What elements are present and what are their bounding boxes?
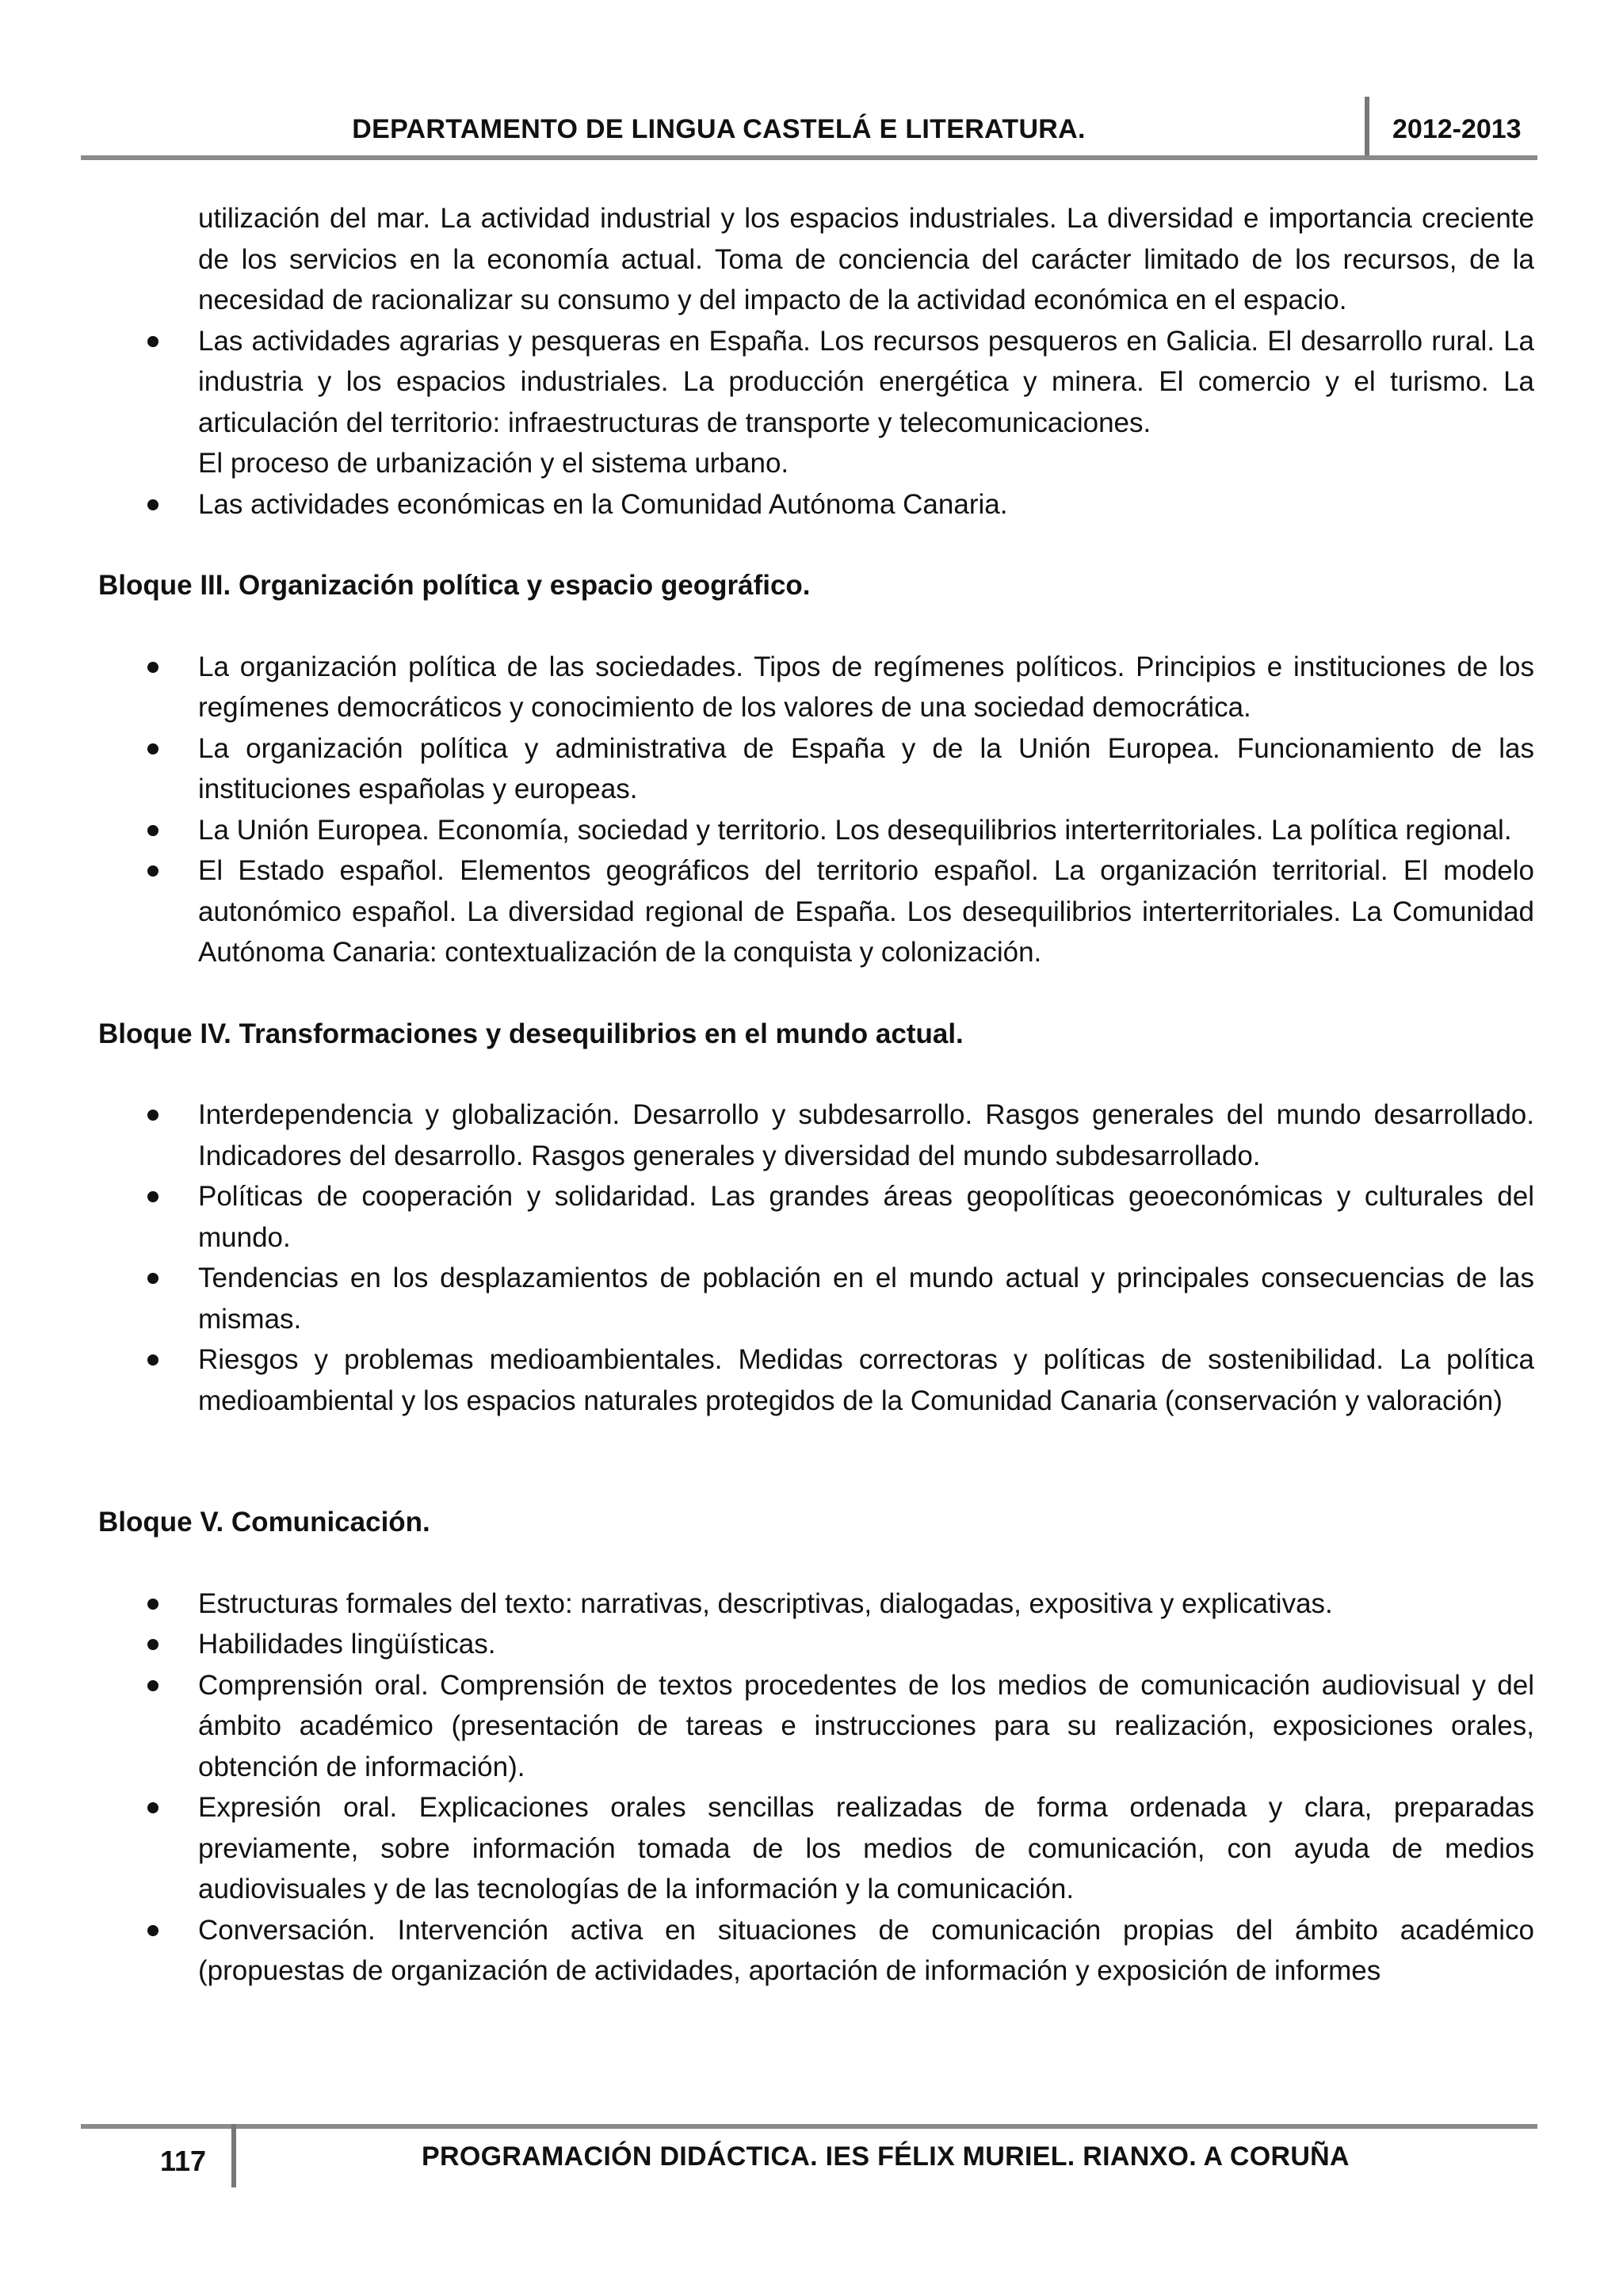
continuation-line: El proceso de urbanización y el sistema urbano. [198,448,789,479]
block-title: Bloque V. Comunicación. [98,1507,430,1538]
bullet-icon [147,1599,158,1610]
page-footer [81,2124,1537,2195]
header-divider [1365,97,1369,160]
list-item-text: Políticas de cooperación y solidaridad. Las grandes áreas geopolíticas geoeconómicas y culturales del mundo. [198,1181,1534,1253]
list-item [98,850,1534,973]
block-title: Bloque IV. Transformaciones y desequilibrios en el mundo actual. [98,1018,964,1049]
list-item [98,1910,1534,1992]
list-item-text: Expresión oral. Explicaciones orales sencillas realizadas de forma ordenada y clara, preparadas previamente, sobre información tomada de los medios de comunicación, con ayuda de medios audiovisuales y de las tecnologías de la información y la comunicación. [198,1792,1534,1904]
list-item-text: Interdependencia y globalización. Desarrollo y subdesarrollo. Rasgos generales del mundo desarrollado. Indicadores del desarrollo. Rasgos generales y diversidad del mundo subdesarrollado. [198,1099,1534,1171]
list-item [98,1624,1534,1665]
bullet-icon [147,865,158,877]
list-item [98,647,1534,728]
bullet-icon [147,336,158,347]
bullet-icon [147,1680,158,1691]
list-item-text: La Unión Europea. Economía, sociedad y territorio. Los desequilibrios interterritoriales. La política regional. [198,814,1512,846]
page-header [81,97,1537,160]
footer-rule [81,2124,1537,2129]
list-item [98,1787,1534,1910]
list-item-text: Estructuras formales del texto: narrativas, descriptivas, dialogadas, expositiva y explicativas. [198,1587,1333,1619]
list-item-text: Conversación. Intervención activa en situaciones de comunicación propias del ámbito académico (propuestas de organización de actividades, aportación de información y exposición de informes [198,1914,1534,1986]
list-item-text: Las actividades económicas en la Comunidad Autónoma Canaria. [198,488,1008,520]
bullet-icon [147,499,158,510]
list-item-text: La organización política de las sociedades. Tipos de regímenes políticos. Principios e instituciones de los regímenes democráticos y conocimiento de los valores de una sociedad democrática. [198,651,1534,723]
bullet-icon [147,1925,158,1936]
header-year: 2012-2013 [1392,114,1522,144]
bullet-icon [147,662,158,673]
block-title: Bloque III. Organización política y espacio geográfico. [98,570,811,601]
list-item-text: Riesgos y problemas medioambientales. Medidas correctoras y políticas de sostenibilidad. La política medioambiental y los espacios naturales protegidos de la Comunidad Canaria (conservación y valoración) [198,1344,1534,1416]
bullet-icon [147,825,158,836]
bullet-icon [147,1639,158,1650]
list-item [98,1584,1534,1625]
bullet-icon [147,743,158,755]
list-item-text: Comprensión oral. Comprensión de textos procedentes de los medios de comunicación audiovisual y del ámbito académico (presentación de tareas e instrucciones para su realización, exposiciones orales, obtención de información). [198,1669,1534,1782]
list-item [98,1176,1534,1258]
footer-text: PROGRAMACIÓN DIDÁCTICA. IES FÉLIX MURIEL. RIANXO. A CORUÑA [422,2141,1350,2172]
page-body [98,198,1534,1992]
list-item-text: Las actividades agrarias y pesqueras en España. Los recursos pesqueros en Galicia. El desarrollo rural. La industria y los espacios industriales. La producción energética y minera. El comercio y el turismo. La articulación del territorio: infraestructuras de transporte y telecomunicaciones. [198,325,1534,438]
page-number: 117 [160,2145,207,2177]
header-title: DEPARTAMENTO DE LINGUA CASTELÁ E LITERATURA. [352,114,1086,144]
list-item-text: La organización política y administrativa de España y de la Unión Europea. Funcionamiento de las instituciones españolas y europeas. [198,732,1534,804]
list-item-text: Habilidades lingüísticas. [198,1629,496,1660]
continuation-paragraph: utilización del mar. La actividad industrial y los espacios industriales. La diversidad e importancia creciente de los servicios en la economía actual. Toma de conciencia del carácter limitado de los recursos, de la necesidad de racionalizar su consumo y del impacto de la actividad económica en el espacio. [198,203,1534,315]
list-item [98,810,1534,851]
list-item [98,1665,1534,1788]
bullet-icon [147,1802,158,1813]
bullet-icon [147,1273,158,1284]
list-item [98,321,1534,444]
list-item [98,1339,1534,1421]
list-item [98,728,1534,810]
bullet-icon [147,1110,158,1121]
list-item-text: Tendencias en los desplazamientos de población en el mundo actual y principales consecuencias de las mismas. [198,1263,1534,1335]
list-item [98,1095,1534,1176]
bullet-icon [147,1191,158,1202]
header-rule [81,155,1537,160]
bullet-icon [147,1354,158,1366]
list-item [98,1258,1534,1339]
list-item [98,484,1534,525]
footer-divider [231,2124,236,2187]
list-item-text: El Estado español. Elementos geográficos del territorio español. La organización territorial. El modelo autonómico español. La diversidad regional de España. Los desequilibrios interterritoriales. La Comunidad Autónoma Canaria: contextualización de la conquista y colonización. [198,855,1534,968]
